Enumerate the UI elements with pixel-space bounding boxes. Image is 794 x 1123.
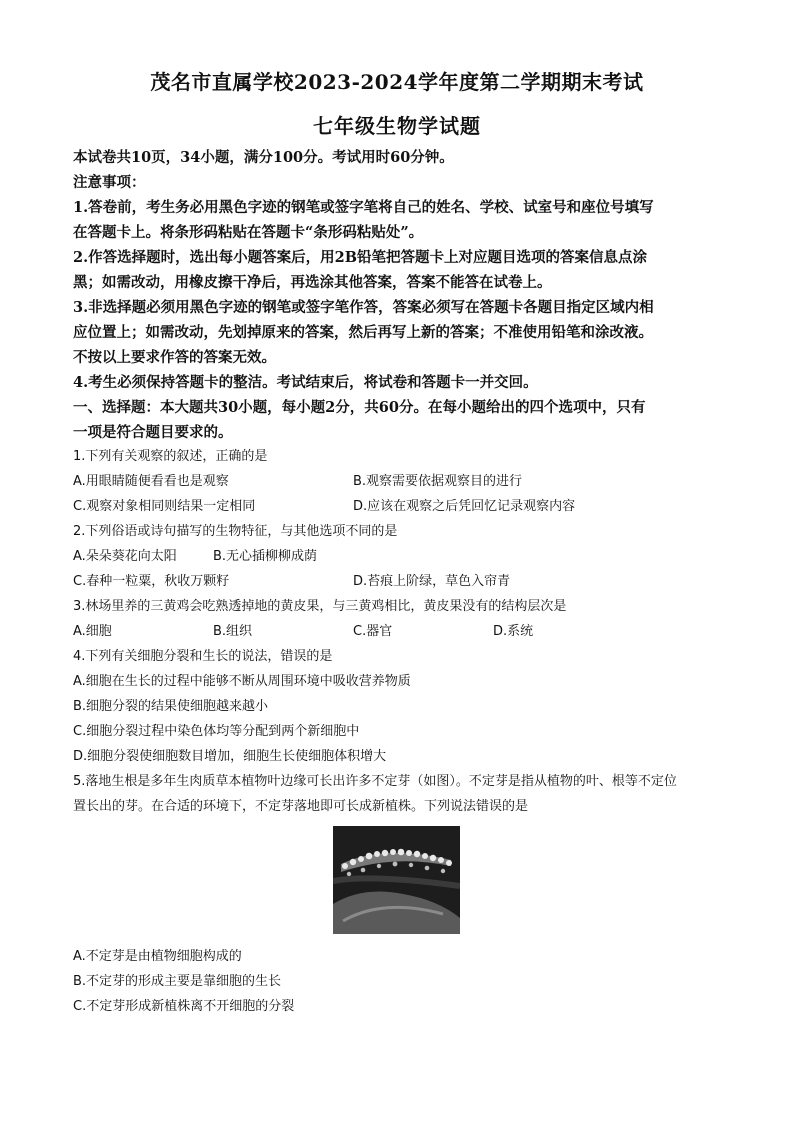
option-d: D.系统 — [493, 624, 534, 639]
option-b: B.不定芽的形成主要是靠细胞的生长 — [73, 974, 282, 989]
option-b: B.无心插柳柳成荫 — [213, 549, 318, 564]
question-5-stem-cont: 置长出的芽。在合适的环境下，不定芽落地即可长成新植株。下列说法错误的是 — [73, 799, 529, 814]
option-c: C.细胞分裂过程中染色体均等分配到两个新细胞中 — [73, 724, 360, 739]
option-a: A.细胞 — [73, 624, 112, 639]
question-1-options-row1 — [73, 469, 733, 494]
option-d: D.细胞分裂使细胞数目增加，细胞生长使细胞体积增大 — [73, 749, 387, 764]
intro-line: 本试卷共10页，34小题，满分100分。考试用时60分钟。 — [73, 149, 454, 166]
question-3-stem: 3.林场里养的三黄鸡会吃熟透掉地的黄皮果，与三黄鸡相比，黄皮果没有的结构层次是 — [73, 599, 567, 614]
question-5-options — [73, 944, 733, 1019]
questions-block — [73, 444, 733, 819]
option-c: C.器官 — [353, 624, 393, 639]
option-b: B.观察需要依据观察目的进行 — [353, 474, 523, 489]
option-d: D.应该在观察之后凭回忆记录观察内容 — [353, 499, 576, 514]
exam-title: 茂名市直属学校2023-2024学年度第二学期期末考试 — [150, 70, 644, 94]
question-2-options-row1 — [73, 544, 733, 569]
option-c: C.观察对象相同则结果一定相同 — [73, 499, 256, 514]
option-a: A.不定芽是由植物细胞构成的 — [73, 949, 242, 964]
notice-line: 1.答卷前，考生务必用黑色字迹的钢笔或签字笔将自己的姓名、学校、试室号和座位号填写 — [73, 199, 654, 216]
notice-line: 3.非选择题必须用黑色字迹的钢笔或签字笔作答，答案必须写在答题卡各题目指定区域内相 — [73, 299, 654, 316]
notice-line: 应位置上；如需改动，先划掉原来的答案，然后再写上新的答案；不准使用铅笔和涂改液。 — [73, 324, 653, 341]
question-1-options-row2 — [73, 494, 733, 519]
question-2-stem: 2.下列俗语或诗句描写的生物特征，与其他选项不同的是 — [73, 524, 398, 539]
plant-leaf-photo — [333, 826, 460, 934]
notice-line: 在答题卡上。将条形码粘贴在答题卡“条形码粘贴处”。 — [73, 224, 424, 241]
question-5-stem: 5.落地生根是多年生肉质草本植物叶边缘可长出许多不定芽（如图）。不定芽是指从植物的叶、根等不定位 — [73, 774, 677, 789]
option-d: D.苔痕上阶绿，草色入帘青 — [353, 574, 511, 589]
option-b: B.组织 — [213, 624, 253, 639]
notice-line: 黑；如需改动，用橡皮擦干净后，再选涂其他答案，答案不能答在试卷上。 — [73, 274, 552, 291]
leaf-buds-image — [333, 826, 460, 934]
option-a: A.朵朵葵花向太阳 — [73, 549, 177, 564]
notice-line: 4.考生必须保持答题卡的整洁。考试结束后，将试卷和答题卡一并交回。 — [73, 374, 538, 391]
section-heading: 一、选择题：本大题共30小题，每小题2分，共60分。在每小题给出的四个选项中，只有 — [73, 399, 646, 416]
question-1-stem: 1.下列有关观察的叙述，正确的是 — [73, 449, 268, 464]
exam-subtitle: 七年级生物学试题 — [313, 114, 481, 138]
option-b: B.细胞分裂的结果使细胞越来越小 — [73, 699, 269, 714]
option-c: C.春种一粒粟，秋收万颗籽 — [73, 574, 230, 589]
option-a: A.细胞在生长的过程中能够不断从周围环境中吸收营养物质 — [73, 674, 411, 689]
option-c: C.不定芽形成新植株离不开细胞的分裂 — [73, 999, 295, 1014]
question-2-options-row2 — [73, 569, 733, 594]
notice-block — [73, 145, 733, 445]
section-heading-cont: 一项是符合题目要求的。 — [73, 424, 233, 441]
notice-line: 2.作答选择题时，选出每小题答案后，用2B铅笔把答题卡上对应题目选项的答案信息点涂 — [73, 249, 647, 266]
option-a: A.用眼睛随便看看也是观察 — [73, 474, 229, 489]
notice-line: 不按以上要求作答的答案无效。 — [73, 349, 276, 366]
question-3-options — [73, 619, 733, 644]
question-4-stem: 4.下列有关细胞分裂和生长的说法，错误的是 — [73, 649, 333, 664]
notice-heading: 注意事项： — [73, 174, 146, 191]
